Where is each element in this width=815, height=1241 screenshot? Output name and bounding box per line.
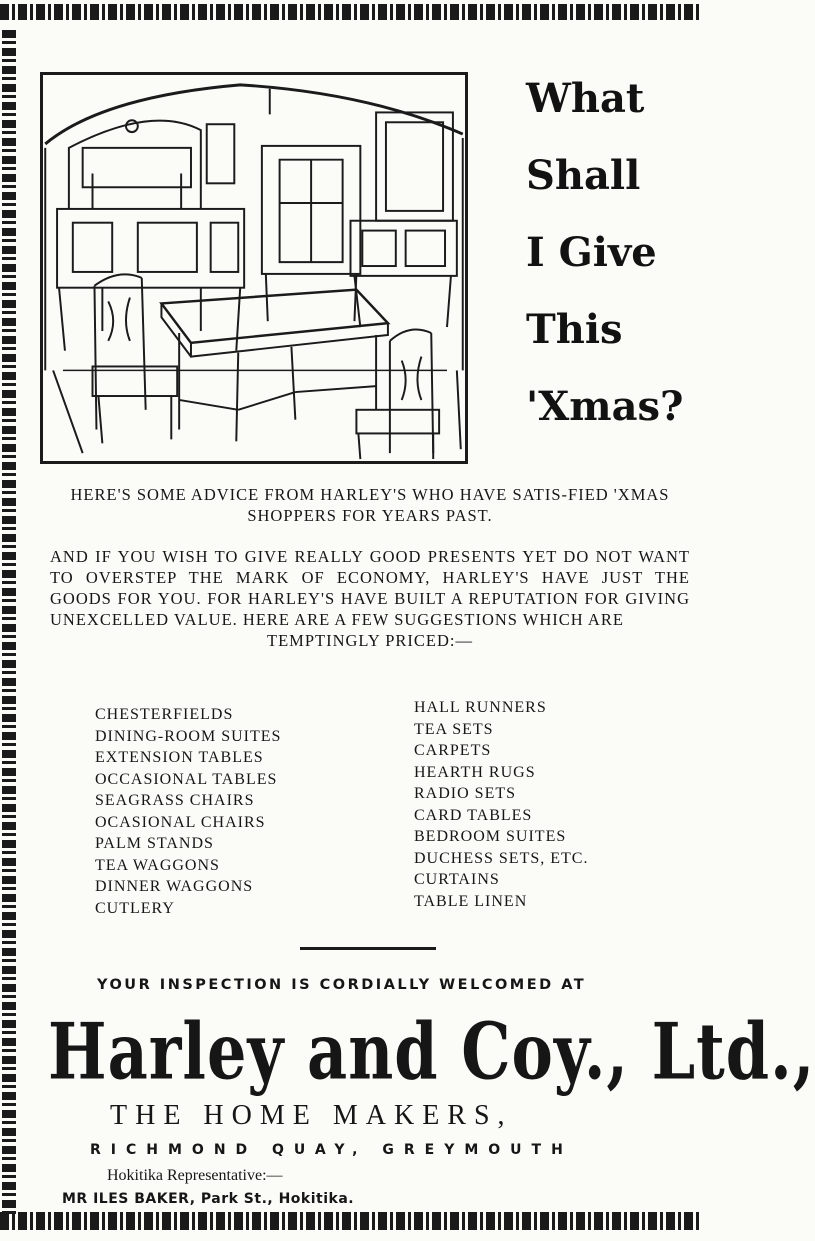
list-item: OCCASIONAL TABLES [95,770,278,788]
headline-line-5: 'Xmas? [526,383,684,430]
list-item: CUTLERY [95,899,175,917]
invitation-line: YOUR INSPECTION IS CORDIALLY WELCOMED AT [97,977,587,993]
ornamental-border-top [0,4,700,20]
list-item: SEAGRASS CHAIRS [95,792,255,809]
representative-name: MR ILES BAKER, Park St., Hokitika. [62,1191,355,1207]
list-item: EXTENSION TABLES [95,749,264,766]
headline [526,60,696,445]
product-list-right [414,697,588,912]
headline-line-2: Shall [526,152,641,199]
list-item: DINING-ROOM SUITES [95,727,282,745]
body-text: AND IF YOU WISH TO GIVE REALLY GOOD PRESENTS YET DO NOT WANT TO OVERSTEP THE MARK OF ECONOMY, HARLEY'S HAVE JUST THE GOODS FOR YOU. FOR HARLEY'S HAVE BUILT A REPUTATION FOR GIVING UNEXCELLED VALUE. HERE ARE A FEW SUGGESTIONS WHICH ARE [50,547,690,629]
list-item: CARPETS [414,742,492,759]
representative-label: Hokitika Representative:— [107,1167,283,1184]
ornamental-border-left [2,30,16,1215]
section-divider [300,947,436,950]
list-item: DUCHESS SETS, ETC. [414,849,589,867]
product-list-left [95,704,281,919]
intro-paragraph: HERE'S SOME ADVICE FROM HARLEY'S WHO HAVE SATIS-FIED 'XMAS SHOPPERS FOR YEARS PAST. [70,485,670,525]
list-item: DINNER WAGGONS [95,878,254,895]
list-item: HEARTH RUGS [414,763,536,781]
dining-room-illustration [40,72,468,464]
company-tagline: THE HOME MAKERS, [110,1100,513,1131]
body-paragraph [50,546,690,651]
list-item: TEA SETS [414,720,494,738]
headline-line-3: I Give [526,229,657,276]
list-item: HALL RUNNERS [414,699,547,716]
list-item: PALM STANDS [95,835,214,852]
list-item: RADIO SETS [414,785,517,802]
list-item: TABLE LINEN [414,892,528,910]
list-item: CARD TABLES [414,806,533,824]
body-text-last-line: TEMPTINGLY PRICED:— [266,631,474,650]
list-item: CHESTERFIELDS [95,706,234,723]
headline-line-4: This [526,306,623,353]
list-item: TEA WAGGONS [95,856,220,874]
list-item: BEDROOM SUITES [414,828,567,845]
list-item: OCASIONAL CHAIRS [95,813,266,831]
list-item: CURTAINS [414,871,500,888]
headline-line-1: What [526,75,645,122]
company-name: Harley and Coy., Ltd., [48,1006,815,1098]
ornamental-border-bottom [0,1212,700,1230]
company-address: RICHMOND QUAY, GREYMOUTH [90,1142,573,1158]
